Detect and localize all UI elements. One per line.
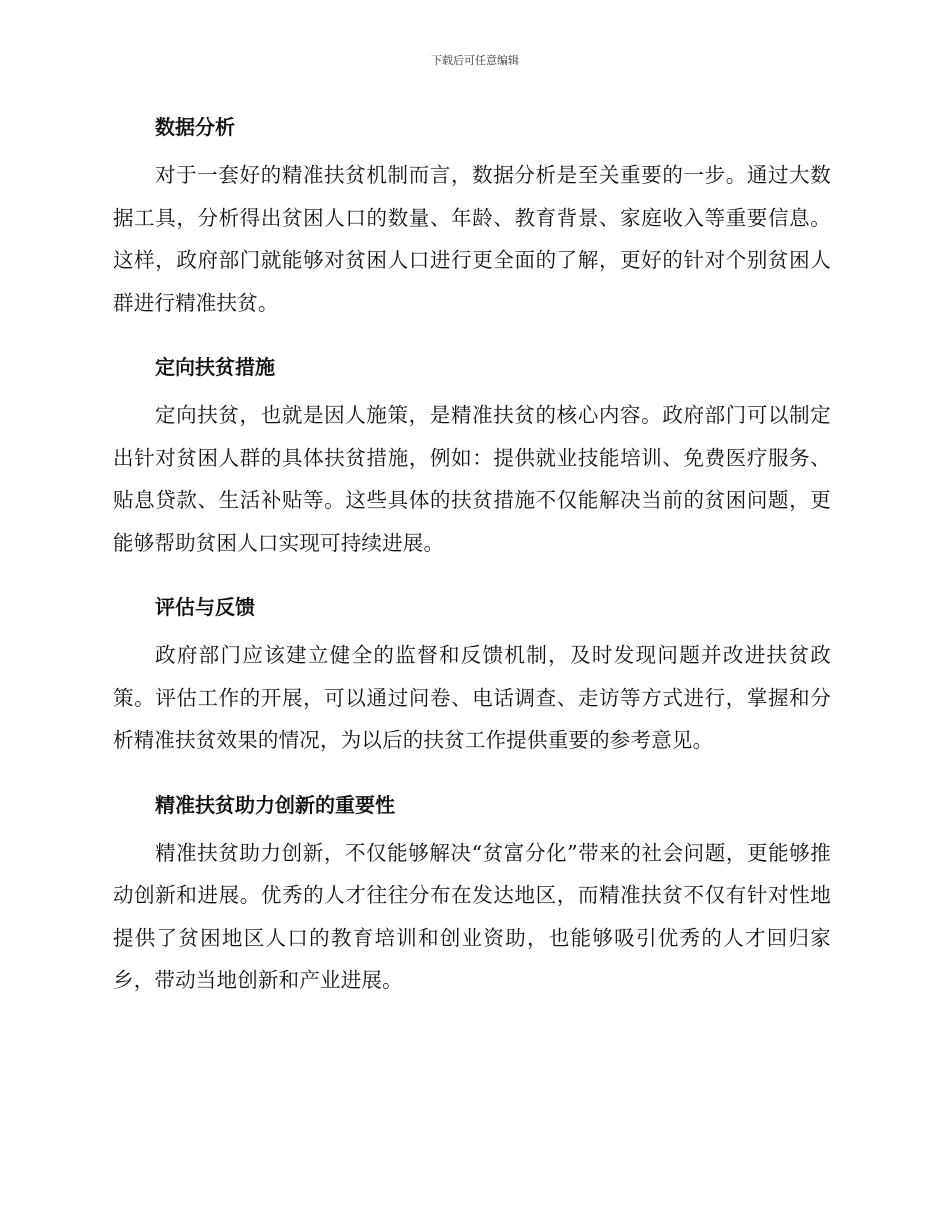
page-header: 下载后可任意编辑: [431, 54, 519, 67]
section-paragraph-evaluation-feedback: 政府部门应该建立健全的监督和反馈机制，及时发现问题并改进扶贫政策。评估工作的开展，可以通过问卷、电话调查、走访等方式进行，掌握和分析精准扶贫效果的情况，为以后的扶贫工作提供重要的参考意见。: [113, 643, 831, 752]
section-heading-data-analysis: 数据分析: [155, 115, 235, 139]
section-heading-targeted-measures: 定向扶贫措施: [155, 355, 275, 379]
section-paragraph-targeted-measures: 定向扶贫，也就是因人施策，是精准扶贫的核心内容。政府部门可以制定出针对贫困人群的具体扶贫措施，例如：提供就业技能培训、免费医疗服务、贴息贷款、生活补贴等。这些具体的扶贫措施不仅能解决当前的贫困问题，更能够帮助贫困人口实现可持续进展。: [113, 403, 831, 555]
document-body: [113, 110, 831, 1028]
section-heading-innovation-importance: 精准扶贫助力创新的重要性: [155, 792, 395, 817]
section-paragraph-innovation-importance: 精准扶贫助力创新，不仅能够解决“贫富分化”带来的社会问题，更能够推动创新和进展。优秀的人才往往分布在发达地区，而精准扶贫不仅有针对性地提供了贫困地区人口的教育培训和创业资助，也能够吸引优秀的人才回归家乡，带动当地创新和产业进展。: [113, 840, 831, 992]
section-paragraph-data-analysis: 对于一套好的精准扶贫机制而言，数据分析是至关重要的一步。通过大数据工具，分析得出贫困人口的数量、年龄、教育背景、家庭收入等重要信息。这样，政府部门就能够对贫困人口进行更全面的了解，更好的针对个别贫困人群进行精准扶贫。: [113, 163, 831, 315]
section-heading-evaluation-feedback: 评估与反馈: [155, 595, 255, 619]
